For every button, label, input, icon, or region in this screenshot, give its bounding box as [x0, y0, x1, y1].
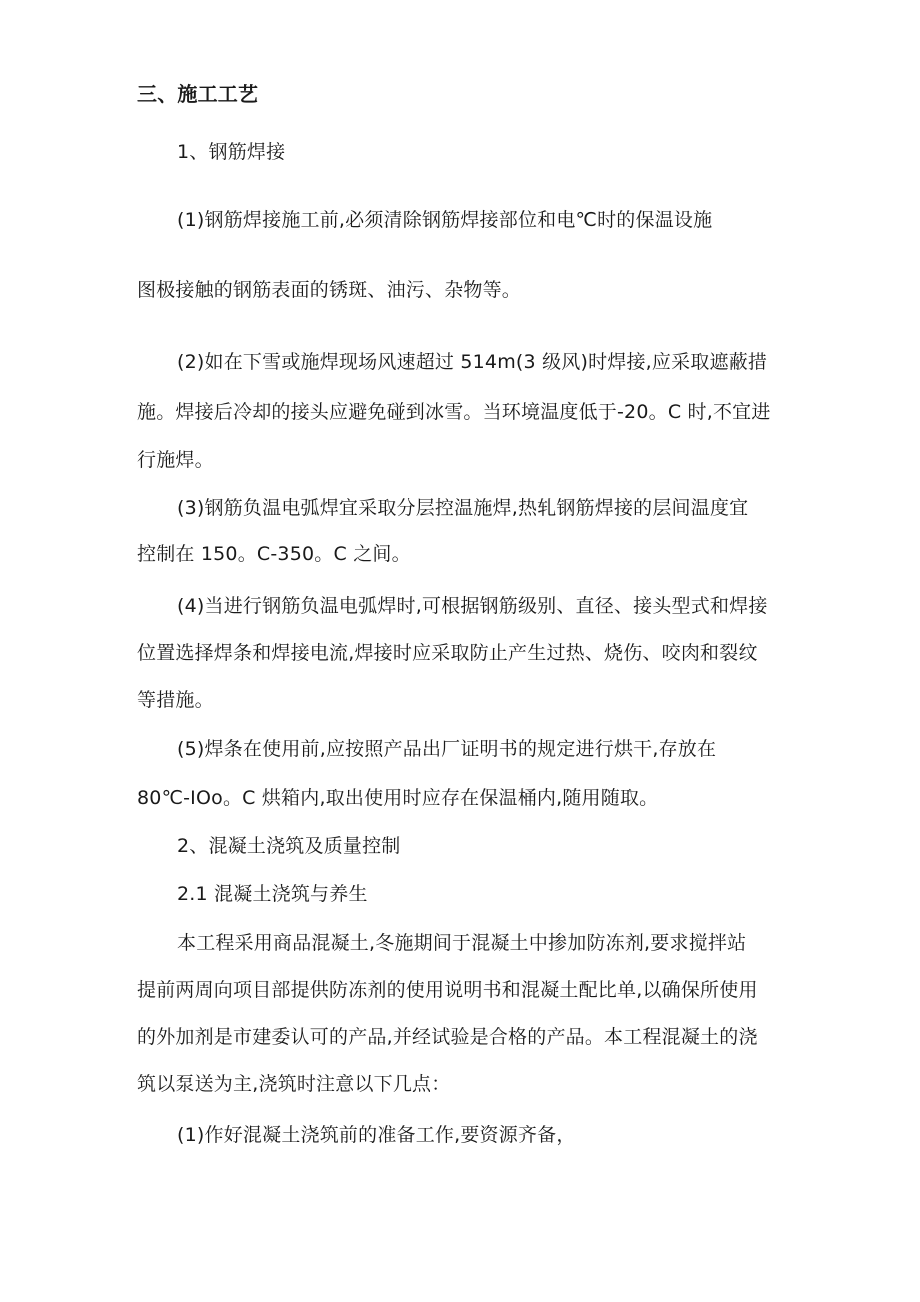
paragraph-line: (1)钢筋焊接施工前,必须清除钢筋焊接部位和电℃时的保温设施: [177, 209, 713, 231]
paragraph-line: 80℃-IOo。C 烘箱内,取出使用时应存在保温桶内,随用随取。: [137, 787, 659, 809]
paragraph-line: 筑以泵送为主,浇筑时注意以下几点：: [137, 1073, 451, 1095]
paragraph-line: 的外加剂是市建委认可的产品,并经试验是合格的产品。本工程混凝土的浇: [137, 1026, 758, 1048]
subsection-heading: 1、钢筋焊接: [177, 141, 286, 163]
paragraph-line: 行施焊。: [137, 449, 214, 471]
paragraph-line: (2)如在下雪或施焊现场风速超过 514m(3 级风)时焊接,应采取遮蔽措: [177, 351, 768, 373]
paragraph-line: 本工程采用商品混凝土,冬施期间于混凝土中掺加防冻剂,要求搅拌站: [177, 932, 747, 954]
paragraph-line: 控制在 150。C-350。C 之间。: [137, 543, 411, 565]
paragraph-line: (4)当进行钢筋负温电弧焊时,可根据钢筋级别、直径、接头型式和焊接: [177, 595, 768, 617]
paragraph-line: (5)焊条在使用前,应按照产品出厂证明书的规定进行烘干,存放在: [177, 738, 717, 760]
paragraph-line: 图极接触的钢筋表面的锈斑、油污、杂物等。: [137, 279, 522, 301]
paragraph-line: 提前两周向项目部提供防冻剂的使用说明书和混凝土配比单,以确保所使用: [137, 979, 758, 1001]
paragraph-line: (1)作好混凝土浇筑前的准备工作,要资源齐备，: [177, 1124, 576, 1146]
paragraph-line: 施。焊接后冷却的接头应避免碰到冰雪。当环境温度低于-20。C 时,不宜进: [137, 401, 771, 423]
subsection-heading: 2.1 混凝土浇筑与养生: [177, 883, 368, 905]
paragraph-line: (3)钢筋负温电弧焊宜采取分层控温施焊,热轧钢筋焊接的层间温度宜: [177, 497, 749, 519]
section-heading: 三、施工工艺: [137, 82, 259, 106]
paragraph-line: 位置选择焊条和焊接电流,焊接时应采取防止产生过热、烧伤、咬肉和裂纹: [137, 642, 758, 664]
paragraph-line: 等措施。: [137, 689, 214, 711]
subsection-heading: 2、混凝土浇筑及质量控制: [177, 835, 401, 857]
